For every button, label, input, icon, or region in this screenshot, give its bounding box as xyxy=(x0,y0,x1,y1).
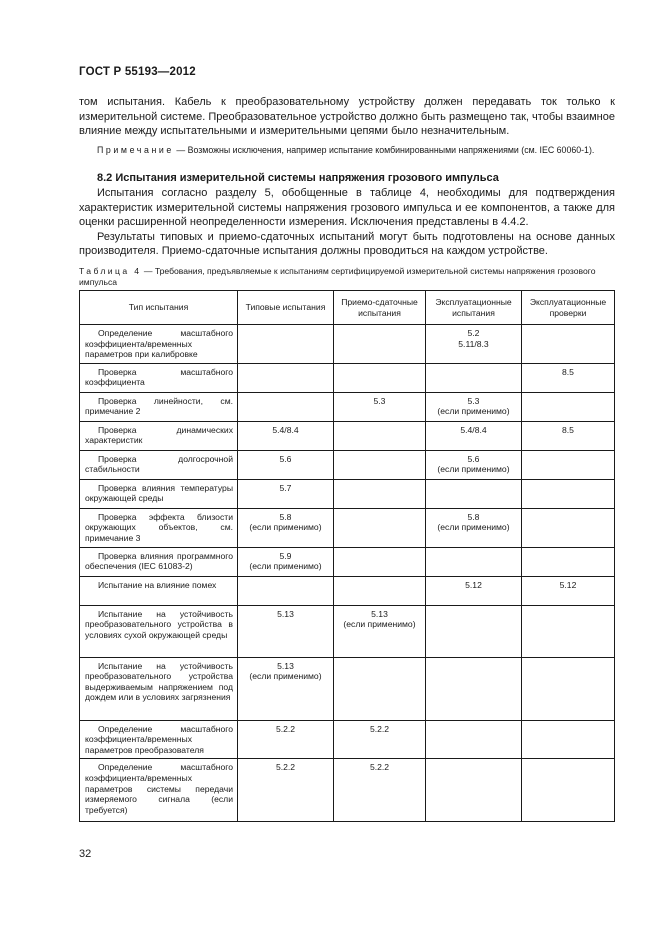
table-header-row xyxy=(80,291,615,325)
cell-operational xyxy=(426,605,522,657)
test-name-text: Определение масштабного коэффициента/временных параметров преобразователя xyxy=(85,723,233,755)
note-block xyxy=(79,145,615,157)
table-row xyxy=(80,720,615,759)
header-acceptance-tests: Приемо-сдаточные испытания xyxy=(334,291,426,325)
cell-check: 8.5 xyxy=(522,421,615,450)
cell-check xyxy=(522,720,615,759)
cell-test-name xyxy=(80,657,238,720)
table-body xyxy=(80,325,615,822)
cell-test-name xyxy=(80,479,238,508)
cell-test-name xyxy=(80,421,238,450)
cell-test-name xyxy=(80,508,238,547)
test-name-text: Проверка влияния температуры окружающей среды xyxy=(85,482,233,504)
cell-operational xyxy=(426,363,522,392)
cell-type xyxy=(238,363,334,392)
cell-test-name xyxy=(80,605,238,657)
test-name-text: Проверка влияния программного обеспечения (IEC 61083-2) xyxy=(85,550,233,572)
cell-operational: 5.6 (если применимо) xyxy=(426,450,522,479)
section-paragraph-1: Испытания согласно разделу 5, обобщенные в таблице 4, необходимы для подтверждения характеристик измерительной системы напряжения грозового импульса и ее компонентов, а также для оценки расширенной неопределенности измерения. Исключения представлены в 4.4.2. xyxy=(79,187,615,229)
cell-operational: 5.2 5.11/8.3 xyxy=(426,325,522,364)
table-row xyxy=(80,657,615,720)
table-row xyxy=(80,547,615,576)
header-operational-checks: Эксплуатационные проверки xyxy=(522,291,615,325)
cell-acceptance xyxy=(334,363,426,392)
table-row xyxy=(80,508,615,547)
cell-type: 5.6 xyxy=(238,450,334,479)
cell-type: 5.2.2 xyxy=(238,759,334,822)
cell-acceptance: 5.2.2 xyxy=(334,759,426,822)
cell-check xyxy=(522,479,615,508)
table-row xyxy=(80,450,615,479)
cell-check xyxy=(522,450,615,479)
test-name-text: Проверка эффекта близости окружающих объектов, см. примечание 3 xyxy=(85,511,233,543)
cell-test-name xyxy=(80,392,238,421)
cell-check: 5.12 xyxy=(522,576,615,605)
table-row xyxy=(80,392,615,421)
cell-acceptance xyxy=(334,325,426,364)
cell-acceptance xyxy=(334,421,426,450)
cell-acceptance xyxy=(334,547,426,576)
cell-operational xyxy=(426,759,522,822)
cell-acceptance: 5.3 xyxy=(334,392,426,421)
cell-type xyxy=(238,325,334,364)
header-operational-tests: Эксплуатационные испытания xyxy=(426,291,522,325)
intro-paragraph-text: том испытания. Кабель к преобразовательному устройству должен передавать ток только к измерительной системе. Преобразовательное устройство должно быть размещено так, чтобы взаимное влияние между испытательными и измерительными цепями было незначительным. xyxy=(79,96,615,138)
section-title: 8.2 Испытания измерительной системы напряжения грозового импульса xyxy=(97,172,499,184)
cell-test-name xyxy=(80,759,238,822)
table-row xyxy=(80,363,615,392)
requirements-table xyxy=(79,290,615,822)
table-caption-label: Таблица 4 xyxy=(79,266,142,276)
header-test-type: Тип испытания xyxy=(80,291,238,325)
cell-acceptance xyxy=(334,479,426,508)
cell-type: 5.13 (если применимо) xyxy=(238,657,334,720)
cell-test-name xyxy=(80,450,238,479)
cell-type: 5.9 (если применимо) xyxy=(238,547,334,576)
cell-type xyxy=(238,392,334,421)
table-row xyxy=(80,605,615,657)
cell-acceptance xyxy=(334,508,426,547)
test-name-text: Проверка масштабного коэффициента xyxy=(85,366,233,388)
cell-test-name xyxy=(80,576,238,605)
note-text: — Возможны исключения, например испытание комбинированными напряжениями (см. IEC 60060-1). xyxy=(176,145,595,155)
cell-test-name xyxy=(80,547,238,576)
cell-check xyxy=(522,759,615,822)
cell-acceptance xyxy=(334,576,426,605)
cell-operational xyxy=(426,547,522,576)
cell-check xyxy=(522,392,615,421)
cell-operational: 5.4/8.4 xyxy=(426,421,522,450)
cell-check xyxy=(522,657,615,720)
cell-acceptance: 5.2.2 xyxy=(334,720,426,759)
cell-acceptance xyxy=(334,450,426,479)
note-label: Примечание xyxy=(97,145,174,155)
table-row xyxy=(80,325,615,364)
cell-operational xyxy=(426,657,522,720)
test-name-text: Определение масштабного коэффициента/временных параметров при калибровке xyxy=(85,328,233,360)
table-caption xyxy=(79,266,615,288)
cell-operational: 5.8 (если применимо) xyxy=(426,508,522,547)
header-type-tests: Типовые испытания xyxy=(238,291,334,325)
table-row xyxy=(80,759,615,822)
section-paragraph-2: Результаты типовых и приемо-сдаточных испытаний могут быть подготовлены на основе данных производителя. Приемо-сдаточные испытания должны проводиться на каждом устройстве. xyxy=(79,230,615,258)
test-name-text: Испытание на устойчивость преобразовательного устройства в условиях сухой окружающей среды xyxy=(85,608,233,640)
cell-test-name xyxy=(80,363,238,392)
cell-type: 5.2.2 xyxy=(238,720,334,759)
test-name-text: Проверка долгосрочной стабильности xyxy=(85,453,233,475)
cell-type: 5.8 (если применимо) xyxy=(238,508,334,547)
cell-check: 8.5 xyxy=(522,363,615,392)
page-number: 32 xyxy=(79,848,92,860)
test-name-text: Определение масштабного коэффициента/временных параметров системы передачи измеряемого сигнала (если требуется) xyxy=(85,762,233,815)
cell-acceptance xyxy=(334,657,426,720)
table-row xyxy=(80,479,615,508)
cell-operational: 5.12 xyxy=(426,576,522,605)
section-body xyxy=(79,186,615,259)
cell-test-name xyxy=(80,720,238,759)
cell-operational: 5.3 (если применимо) xyxy=(426,392,522,421)
table-row xyxy=(80,576,615,605)
cell-type: 5.7 xyxy=(238,479,334,508)
test-name-text: Испытание на влияние помех xyxy=(98,579,217,590)
test-name-text: Проверка линейности, см. примечание 2 xyxy=(85,395,233,417)
cell-acceptance: 5.13 (если применимо) xyxy=(334,605,426,657)
cell-check xyxy=(522,325,615,364)
cell-test-name xyxy=(80,325,238,364)
cell-check xyxy=(522,508,615,547)
table-caption-text: — Требования, предъявляемые к испытаниям сертифицируемой измерительной системы напряжения грозового импульса xyxy=(79,266,596,287)
table-row xyxy=(80,421,615,450)
test-name-text: Испытание на устойчивость преобразовательного устройства выдерживаемым напряжением под дождем или в условиях загрязнения xyxy=(85,660,233,703)
cell-type: 5.13 xyxy=(238,605,334,657)
intro-paragraph xyxy=(79,95,615,139)
cell-operational xyxy=(426,720,522,759)
document-code-header: ГОСТ Р 55193—2012 xyxy=(79,66,196,78)
test-name-text: Проверка динамических характеристик xyxy=(85,424,233,446)
cell-check xyxy=(522,547,615,576)
cell-operational xyxy=(426,479,522,508)
cell-type xyxy=(238,576,334,605)
cell-check xyxy=(522,605,615,657)
cell-type: 5.4/8.4 xyxy=(238,421,334,450)
